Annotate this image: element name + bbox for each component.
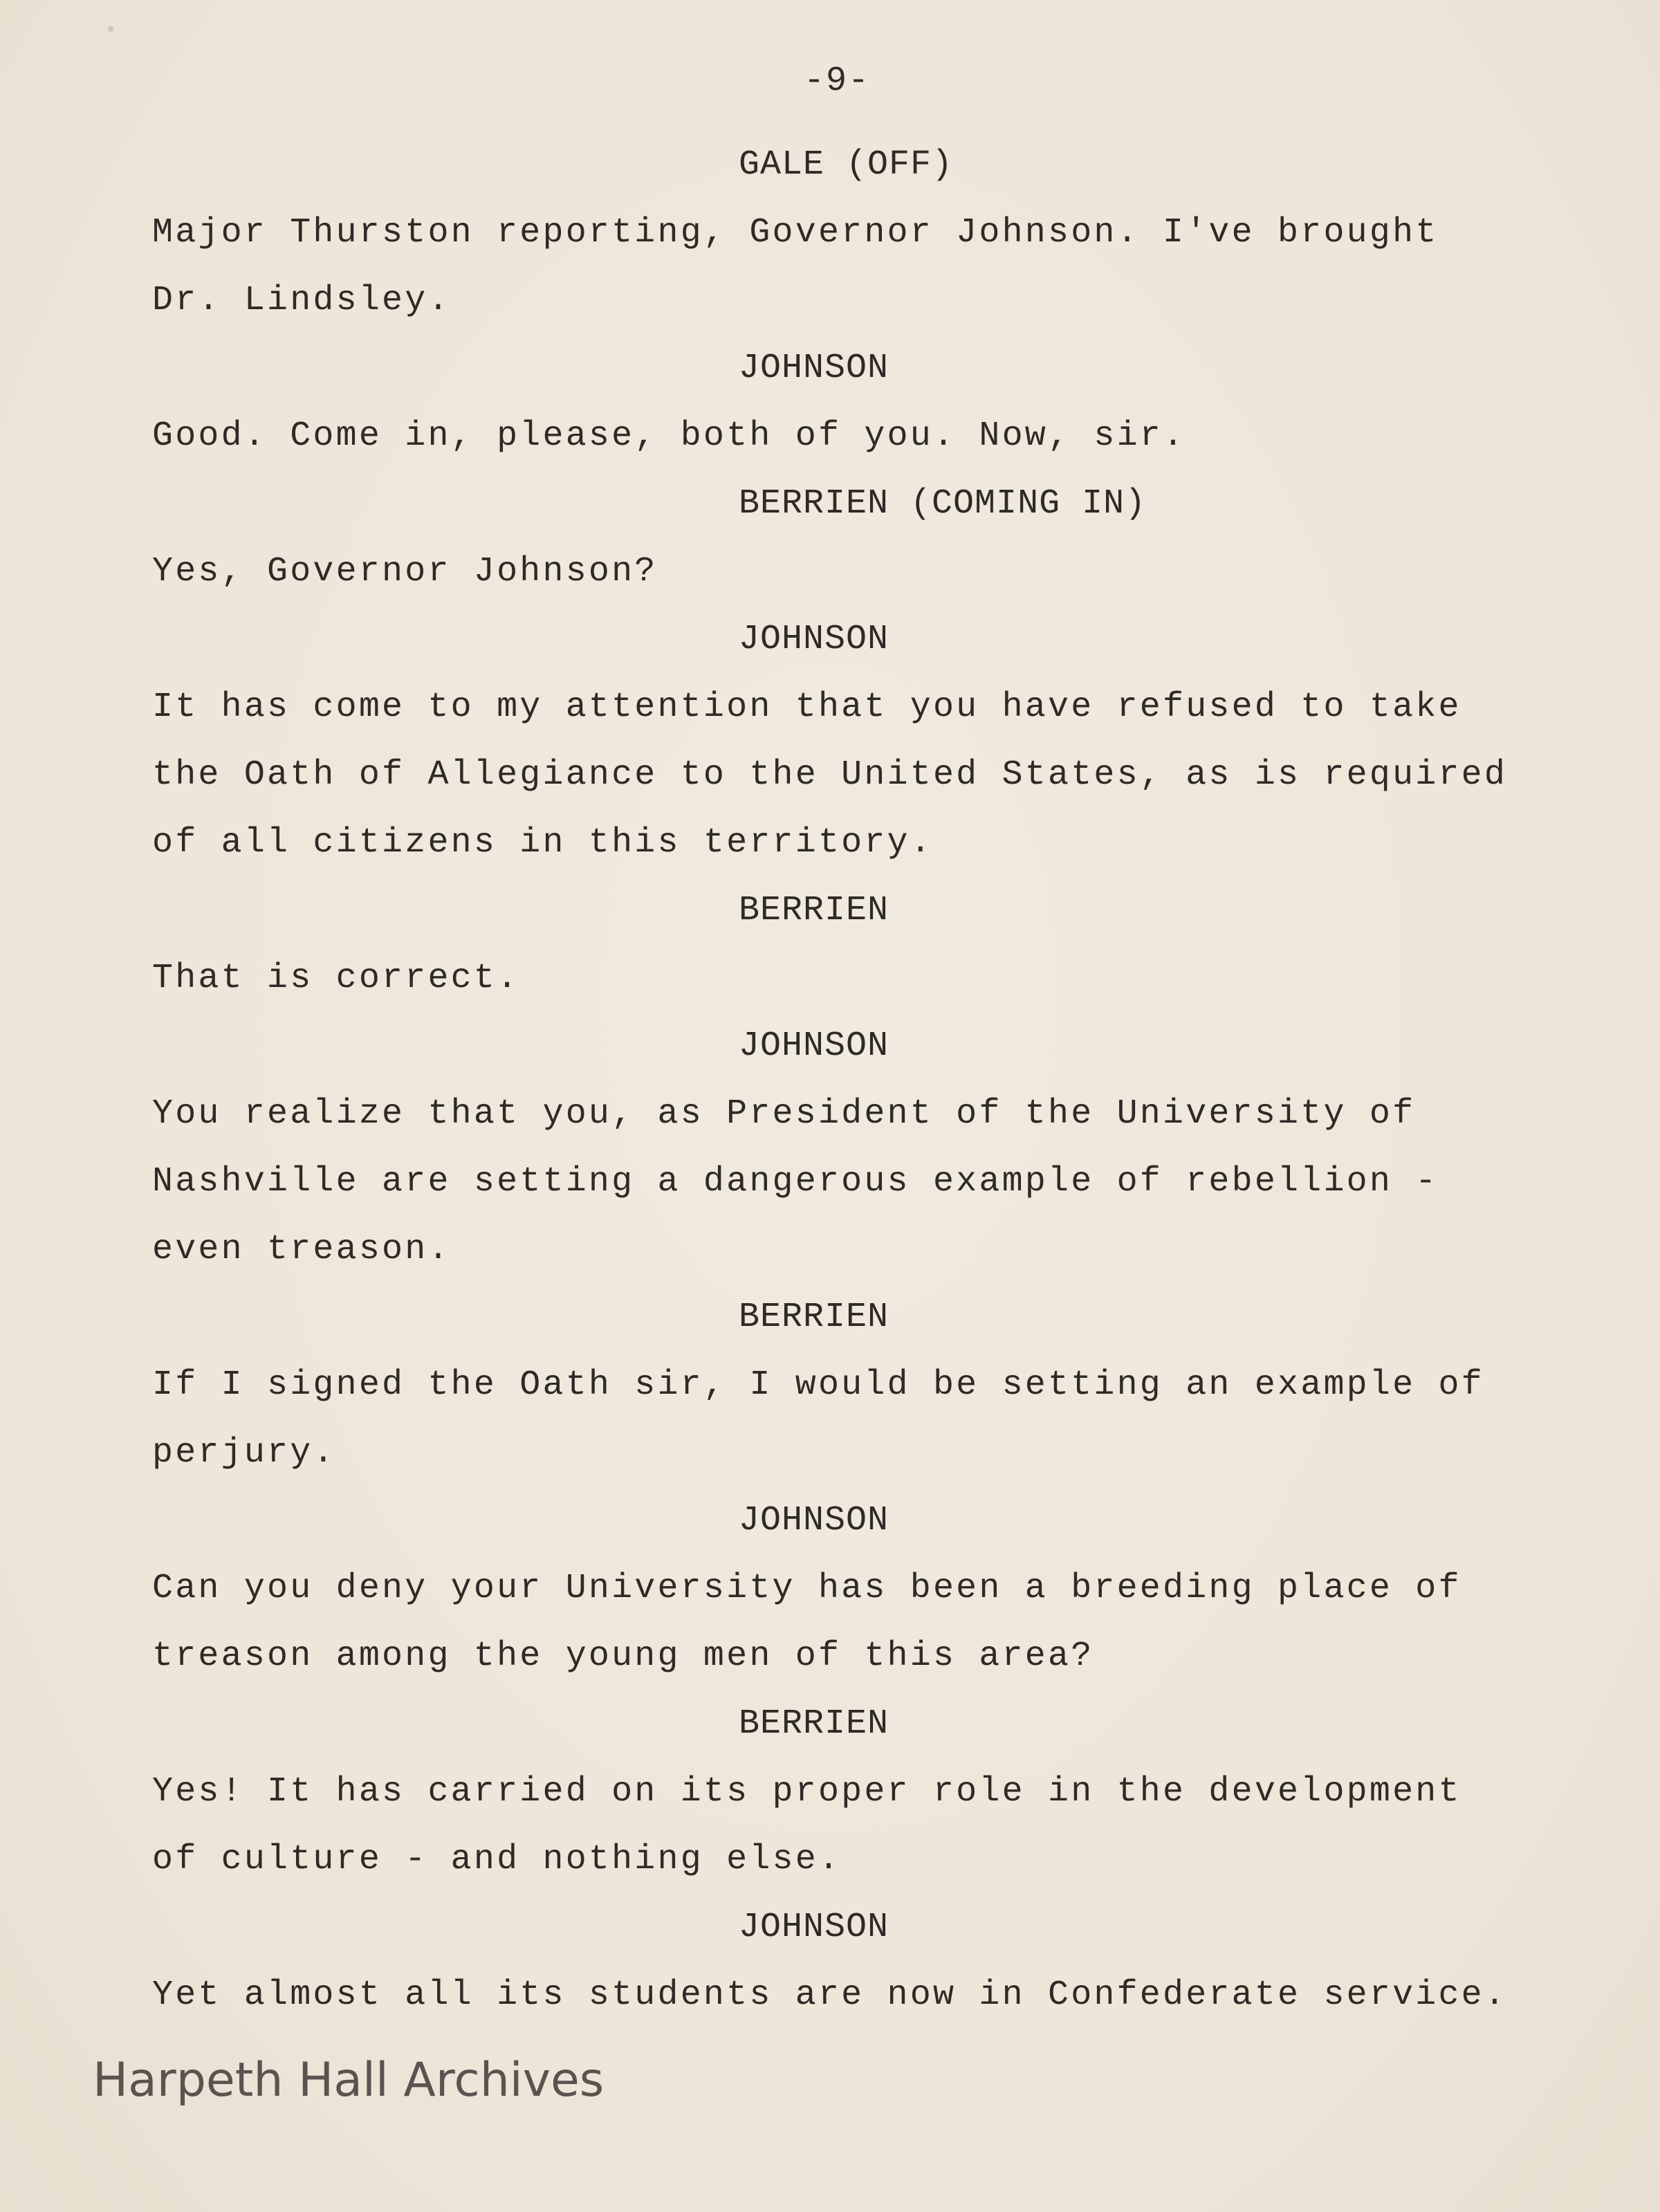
- dialogue-line: Dr. Lindsley.: [152, 281, 451, 320]
- dialogue-line: even treason.: [152, 1230, 451, 1269]
- dialogue-line: That is correct.: [152, 959, 520, 998]
- dialogue-line: treason among the young men of this area?: [152, 1637, 1094, 1676]
- dialogue-line: Yet almost all its students are now in Confederate service.: [152, 1975, 1508, 2015]
- dialogue-line: Nashville are setting a dangerous example of rebellion -: [152, 1162, 1439, 1201]
- dialogue-line: If I signed the Oath sir, I would be setting an example of: [152, 1365, 1484, 1405]
- dialogue-line: perjury.: [152, 1433, 336, 1473]
- script-body: [152, 131, 1508, 2029]
- speaker-name: BERRIEN (COMING IN): [739, 484, 1147, 524]
- speaker-name: JOHNSON: [739, 1501, 889, 1540]
- dialogue-block: [152, 1690, 1508, 1894]
- dialogue-block: [152, 335, 1508, 470]
- dialogue-line: of culture - and nothing else.: [152, 1840, 842, 1879]
- dialogue-block: [152, 877, 1508, 1013]
- speaker-name: BERRIEN: [739, 891, 889, 930]
- dialogue-block: [152, 1487, 1508, 1690]
- dialogue-block: [152, 606, 1508, 877]
- speaker-name: BERRIEN: [739, 1704, 889, 1744]
- page-number: -9-: [803, 62, 870, 101]
- dialogue-line: Good. Come in, please, both of you. Now, sir.: [152, 416, 1186, 456]
- speaker-name: BERRIEN: [739, 1298, 889, 1337]
- dialogue-block: [152, 1284, 1508, 1487]
- dialogue-line: You realize that you, as President of the University of: [152, 1094, 1416, 1134]
- speaker-name: JOHNSON: [739, 1908, 889, 1947]
- dialogue-line: Can you deny your University has been a breeding place of: [152, 1569, 1461, 1608]
- speaker-name: JOHNSON: [739, 620, 889, 659]
- dialogue-block: [152, 131, 1508, 335]
- dialogue-line: It has come to my attention that you have refused to take: [152, 688, 1461, 727]
- paper-speck: [108, 26, 113, 32]
- dialogue-line: of all citizens in this territory.: [152, 823, 933, 863]
- speaker-name: JOHNSON: [739, 349, 889, 388]
- archive-watermark: Harpeth Hall Archives: [93, 2053, 605, 2108]
- dialogue-line: Major Thurston reporting, Governor Johnson. I've brought: [152, 213, 1439, 252]
- speaker-name: GALE (OFF): [739, 145, 954, 185]
- speaker-name: JOHNSON: [739, 1026, 889, 1066]
- dialogue-block: [152, 470, 1508, 606]
- dialogue-block: [152, 1894, 1508, 2029]
- dialogue-line: Yes! It has carried on its proper role in the development: [152, 1772, 1461, 1812]
- dialogue-line: Yes, Governor Johnson?: [152, 552, 658, 591]
- dialogue-block: [152, 1013, 1508, 1284]
- dialogue-line: the Oath of Allegiance to the United States, as is required: [152, 755, 1508, 795]
